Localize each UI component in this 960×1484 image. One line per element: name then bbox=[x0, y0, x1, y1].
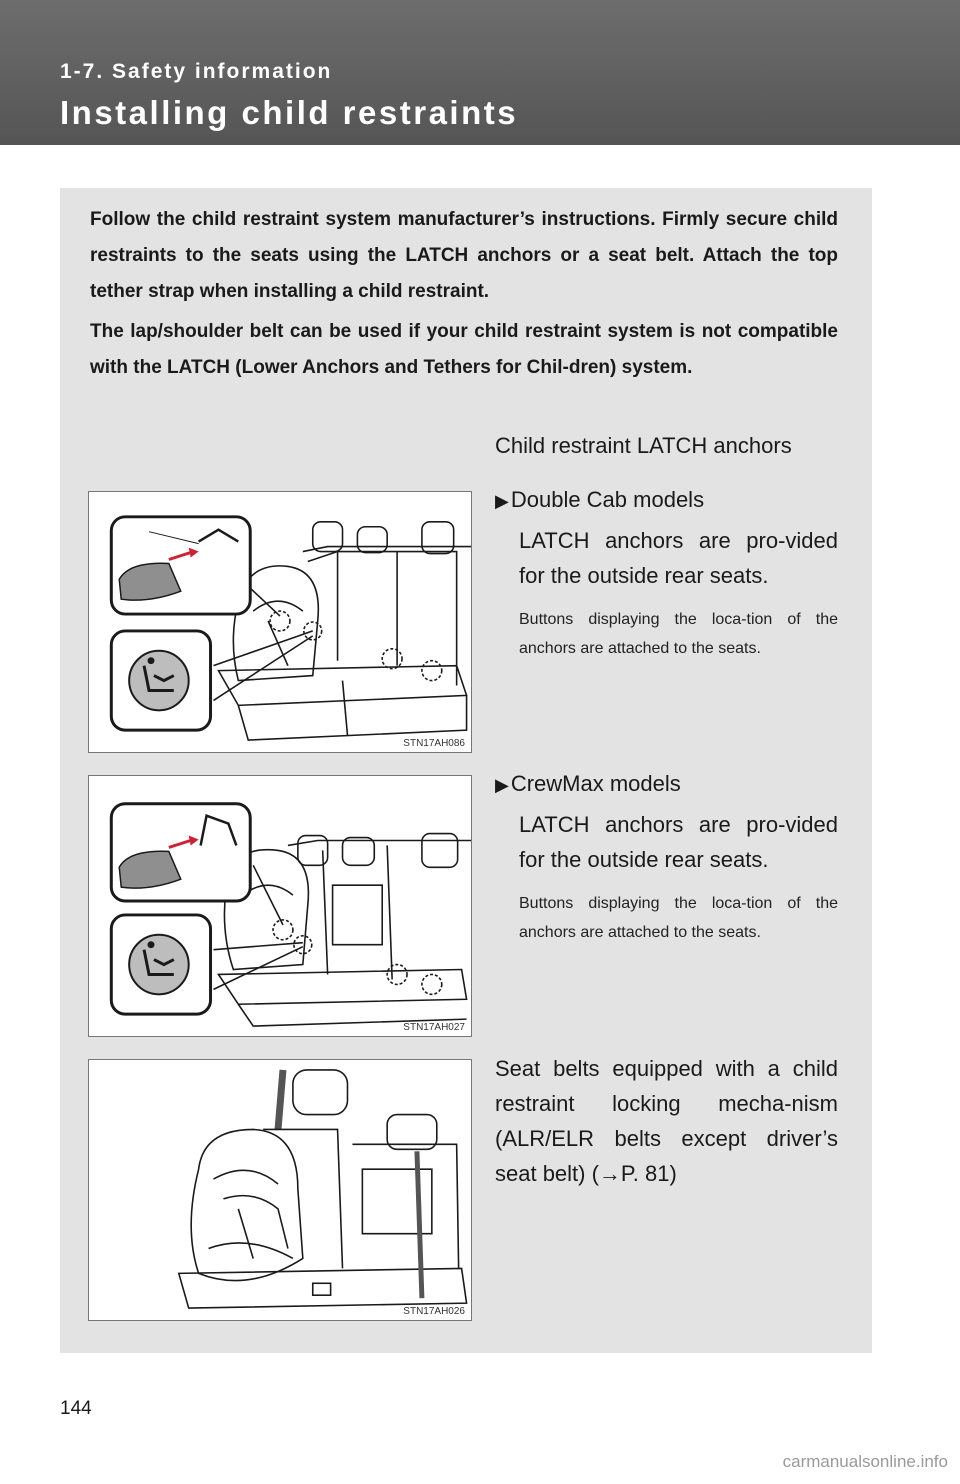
seatbelt-child-seat-illustration bbox=[88, 1059, 472, 1321]
crewmax-heading: ▶CrewMax models bbox=[495, 768, 838, 801]
double-cab-heading: ▶Double Cab models bbox=[495, 484, 838, 517]
triangle-bullet-icon: ▶ bbox=[495, 775, 509, 795]
triangle-bullet-icon: ▶ bbox=[495, 491, 509, 511]
latch-anchors-heading: Child restraint LATCH anchors bbox=[495, 433, 792, 458]
crewmax-body: LATCH anchors are pro-vided for the outside rear seats. bbox=[519, 812, 838, 872]
intro-paragraph-2: The lap/shoulder belt can be used if your child restraint system is not compatible with the LATCH (Lower Anchors and Tethers for Chil-dren) system. bbox=[90, 321, 838, 378]
intro-paragraph-1: Follow the child restraint system manufacturer’s instructions. Firmly secure child restraints to the seats using the LATCH anchors or a seat belt. Attach the top tether strap when installing a child restraint. bbox=[90, 209, 838, 302]
section-label: 1-7. Safety information bbox=[60, 60, 333, 83]
double-cab-note: Buttons displaying the loca-tion of the anchors are attached to the seats. bbox=[519, 611, 838, 657]
crewmax-note: Buttons displaying the loca-tion of the anchors are attached to the seats. bbox=[519, 895, 838, 941]
page-title: Installing child restraints bbox=[60, 94, 519, 131]
crewmax-section bbox=[495, 768, 838, 947]
watermark: carmanualsonline.info bbox=[782, 1452, 948, 1471]
rear-seat-latch-drawing bbox=[89, 492, 471, 752]
figure-code: STN17AH027 bbox=[403, 1022, 465, 1033]
double-cab-seat-illustration bbox=[88, 491, 472, 753]
double-cab-body: LATCH anchors are pro-vided for the outside rear seats. bbox=[519, 528, 838, 588]
page-number: 144 bbox=[60, 1398, 92, 1419]
seatbelt-child-seat-drawing bbox=[89, 1060, 471, 1320]
figure-code: STN17AH086 bbox=[403, 738, 465, 749]
seatbelt-description: Seat belts equipped with a child restraint locking mecha-nism (ALR/ELR belts except driver’s seat belt) (→P. 81) bbox=[495, 1056, 838, 1186]
rear-seat-latch-drawing bbox=[89, 776, 471, 1036]
figure-code: STN17AH026 bbox=[403, 1306, 465, 1317]
crewmax-seat-illustration bbox=[88, 775, 472, 1037]
page-header bbox=[0, 0, 960, 145]
double-cab-section bbox=[495, 484, 838, 663]
